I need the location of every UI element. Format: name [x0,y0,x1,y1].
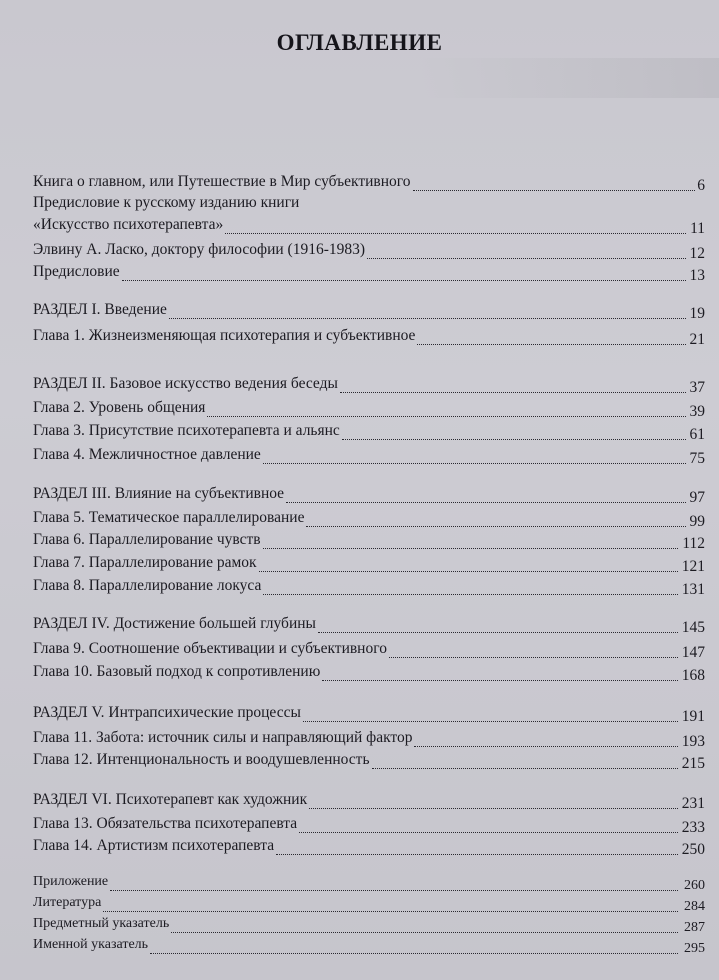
toc-entry-page: 97 [689,489,705,506]
toc-entry-page: 13 [689,267,705,284]
toc-entry-title: Глава 14. Артистизм психотерапевта [33,837,275,854]
toc-entry-title: Глава 3. Присутствие психотерапевта и альянс [33,422,340,439]
toc-entry-title: РАЗДЕЛ VI. Психотерапевт как художник [33,791,308,808]
dot-leader [342,437,686,440]
toc-chapter-entry [33,728,713,750]
toc-entry-page: 19 [689,305,705,322]
dot-leader [286,500,686,503]
toc-chapter-entry [33,814,713,836]
toc-section-heading [33,703,713,725]
toc-chapter-entry [33,576,713,598]
toc-entry-title: Глава 1. Жизнеизменяющая психотерапия и субъективное [33,327,416,344]
dot-leader [263,546,678,549]
toc-entry-title: Книга о главном, или Путешествие в Мир субъективного [33,173,411,190]
toc-entry-page: 75 [689,450,705,467]
toc-front-entry [33,262,713,284]
toc-entry-title: Глава 7. Параллелирование рамок [33,554,257,571]
toc-entry-title: РАЗДЕЛ I. Введение [33,301,167,318]
toc-entry-page: 112 [682,535,705,552]
toc-front-entry [33,240,713,262]
toc-entry-page: 147 [681,644,705,661]
toc-entry-page: 295 [684,941,705,956]
toc-chapter-entry [33,508,713,530]
toc-entry-page: 39 [689,403,705,420]
dot-leader [259,569,678,572]
dot-leader [171,930,677,933]
toc-entry-page: 233 [681,819,705,836]
toc-entry-title: Глава 4. Межличностное давление [33,446,261,463]
toc-chapter-entry [33,398,713,420]
toc-entry-page: 121 [681,558,705,575]
toc-front-entry [33,172,713,194]
toc-entry-page: 12 [689,245,705,262]
toc-entry-page: 21 [689,331,705,348]
toc-section-heading [33,374,713,396]
toc-entry-title: Элвину А. Ласко, доктору философии (1916-1983) [33,241,366,258]
toc-section-heading [33,614,713,636]
show-through-shadow [420,58,719,98]
dot-leader [299,830,677,833]
toc-entry-title: «Искусство психотерапевта» [33,216,224,233]
page-title: ОГЛАВЛЕНИЕ [276,30,443,55]
toc-entry-title: Предметный указатель [33,916,170,931]
toc-entry-title: Литература [33,895,102,910]
toc-entry-page: 193 [681,733,705,750]
dot-leader [276,852,677,855]
toc-entry-title: Предисловие [33,263,120,280]
dot-leader [367,256,686,259]
dot-leader [122,278,686,281]
toc-chapter-entry [33,662,713,684]
toc-entry-page: 250 [681,841,705,858]
toc-entry-page: 284 [684,899,705,914]
toc-chapter-entry [33,553,713,575]
toc-entry-title: Глава 12. Интенциональность и воодушевленность [33,751,370,768]
toc-chapter-entry [33,836,713,858]
dot-leader [207,414,686,417]
toc-entry-title: Глава 9. Соотношение объективации и субъективного [33,640,387,657]
toc-entry-page: 6 [697,177,705,194]
dot-leader [389,655,678,658]
toc-entry-title: Глава 6. Параллелирование чувств [33,531,261,548]
toc-entry-title: Глава 13. Обязательства психотерапевта [33,815,298,832]
dot-leader [169,316,686,319]
toc-front-entry [33,215,713,237]
dot-leader [322,678,677,681]
toc-entry-title: РАЗДЕЛ IV. Достижение большей глубины [33,615,316,632]
toc-section-heading [33,790,713,812]
dot-leader [263,592,677,595]
dot-leader [306,524,686,527]
dot-leader [263,461,686,464]
dot-leader [303,719,678,722]
toc-entry-title: РАЗДЕЛ III. Влияние на субъективное [33,485,285,502]
toc-back-entry [33,893,713,915]
toc-entry-page: 11 [690,220,705,237]
toc-entry-title: Глава 8. Параллелирование локуса [33,577,262,594]
toc-section-heading [33,300,713,322]
toc-entry-title: Глава 2. Уровень общения [33,399,206,416]
toc-back-entry [33,872,713,894]
dot-leader [413,188,695,191]
toc-chapter-entry [33,445,713,467]
toc-entry-title: Именной указатель [33,937,149,952]
toc-entry-page: 99 [689,513,705,530]
toc-entry-page: 215 [681,755,705,772]
dot-leader [225,231,686,234]
dot-leader [150,951,677,954]
toc-entry-title: Глава 10. Базовый подход к сопротивлению [33,663,321,680]
toc-entry-title: Глава 11. Забота: источник силы и направляющий фактор [33,729,413,746]
toc-entry-page: 61 [689,426,705,443]
toc-entry-page: 287 [684,920,705,935]
dot-leader [318,630,678,633]
toc-section-heading [33,484,713,506]
toc-back-entry [33,914,713,936]
toc-front-entry [33,193,713,215]
dot-leader [103,909,677,912]
toc-entry-page: 231 [681,795,705,812]
toc-entry-page: 37 [689,379,705,396]
toc-entry-title: РАЗДЕЛ V. Интрапсихические процессы [33,704,301,721]
toc-entry-page: 168 [681,667,705,684]
toc-entry-title: Глава 5. Тематическое параллелирование [33,509,305,526]
dot-leader [372,766,678,769]
toc-entry-page: 191 [681,708,705,725]
dot-leader [414,744,677,747]
dot-leader [340,390,686,393]
dot-leader [417,342,686,345]
toc-chapter-entry [33,750,713,772]
dot-leader [110,888,677,891]
toc-entry-page: 145 [681,619,705,636]
toc-chapter-entry [33,421,713,443]
toc-chapter-entry [33,639,713,661]
toc-chapter-entry [33,530,713,552]
toc-chapter-entry [33,326,713,348]
toc-entry-title: Предисловие к русскому изданию книги [33,194,300,211]
dot-leader [309,806,677,809]
toc-entry-page: 131 [681,581,705,598]
toc-entry-page: 260 [684,878,705,893]
toc-back-entry [33,935,713,957]
toc-entry-title: РАЗДЕЛ II. Базовое искусство ведения беседы [33,375,338,392]
toc-entry-title: Приложение [33,874,109,889]
